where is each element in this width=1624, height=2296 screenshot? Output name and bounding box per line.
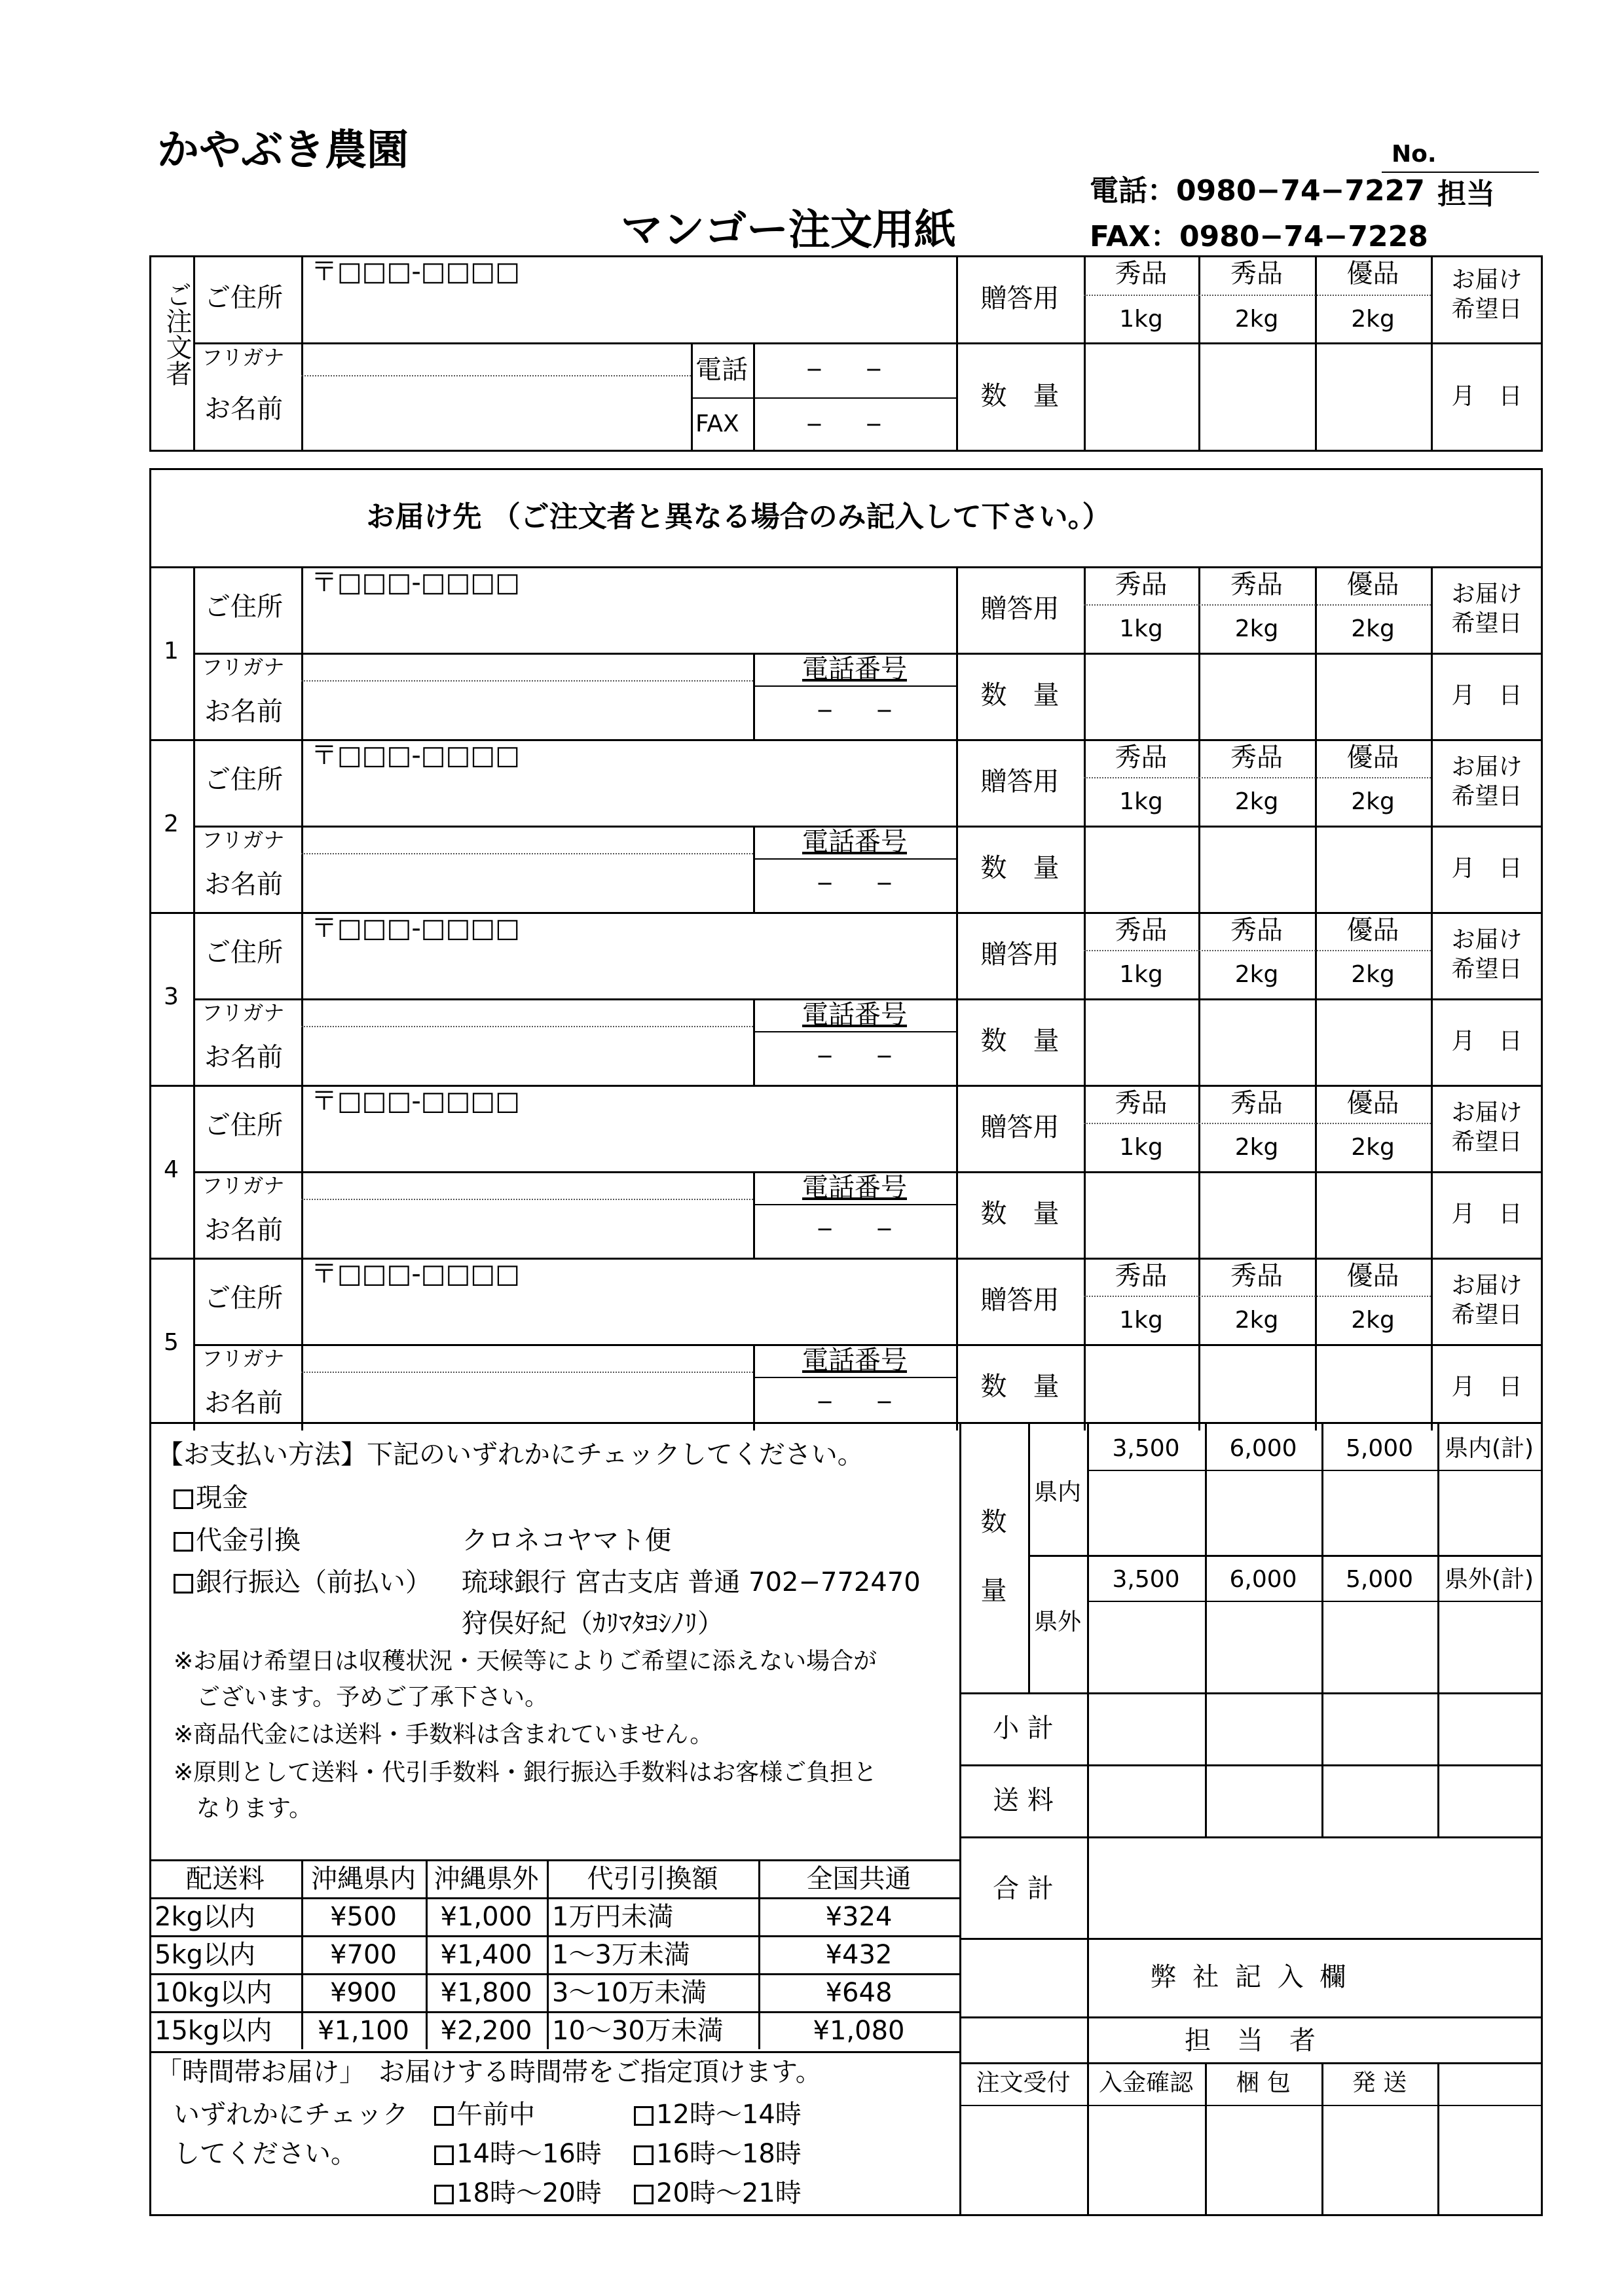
shipping-cell: 10kg以内	[155, 1978, 272, 2008]
orderer-postal[interactable]: 〒□□□-□□□□	[311, 257, 520, 287]
delivery-2-phone-field[interactable]: − −	[816, 871, 893, 896]
delivery-1-date-label-2: 希望日	[1451, 610, 1522, 637]
delivery-3-grade-1: 秀品	[1115, 915, 1168, 945]
payment-heading: 【お支払い方法】下記のいずれかにチェックしてください。	[157, 1440, 864, 1470]
inside-price-2: 6,000	[1229, 1435, 1297, 1462]
delivery-4-date-label: お届け	[1451, 1099, 1522, 1126]
delivery-4-weight-1: 1kg	[1119, 1134, 1163, 1161]
delivery-3-number: 3	[164, 983, 179, 1010]
time-slot-checkbox[interactable]	[434, 2185, 454, 2204]
delivery-1-quantity-label: 数 量	[980, 680, 1060, 710]
delivery-4-number: 4	[164, 1156, 179, 1183]
header-tel: 電話：0980−74−7227	[1090, 174, 1425, 208]
delivery-4-phone-field[interactable]: − −	[816, 1216, 893, 1241]
time-slot-checkbox[interactable]	[634, 2145, 654, 2165]
note-3b: なります。	[196, 1795, 313, 1822]
delivery-4-gift-label: 贈答用	[980, 1112, 1060, 1142]
payment-bank-holder: 狩俣好紀（ｶﾘﾏﾀﾖｼﾉﾘ）	[462, 1609, 724, 1639]
delivery-5-address-label: ご住所	[204, 1283, 283, 1313]
delivery-4-grade-3: 優品	[1346, 1088, 1399, 1118]
delivery-1-name-label: お名前	[204, 697, 283, 727]
orderer-grade-2: 秀品	[1230, 259, 1283, 289]
delivery-3-phone-field[interactable]: − −	[816, 1044, 893, 1068]
orderer-fax-field[interactable]: − −	[805, 412, 883, 437]
delivery-2-quantity-label: 数 量	[980, 853, 1060, 883]
delivery-3-address-label: ご住所	[204, 938, 283, 968]
delivery-1-phone-label: 電話番号	[802, 654, 907, 684]
orderer-grade-3: 優品	[1346, 259, 1399, 289]
delivery-1-gift-label: 贈答用	[980, 594, 1060, 624]
delivery-1-weight-3: 2kg	[1351, 615, 1395, 642]
orderer-weight-2: 2kg	[1234, 306, 1279, 333]
delivery-5-phone-field[interactable]: − −	[816, 1389, 893, 1414]
orderer-quantity-label: 数 量	[980, 381, 1060, 411]
farm-name: かやぶき農園	[157, 126, 409, 175]
delivery-1-grade-2: 秀品	[1230, 570, 1283, 600]
delivery-3-weight-3: 2kg	[1351, 961, 1395, 988]
delivery-title: お届け先 （ご注文者と異なる場合のみ記入して下さい。）	[366, 500, 1111, 534]
shipping-cell: 3〜10万未満	[552, 1978, 707, 2008]
orderer-weight-3: 2kg	[1351, 306, 1395, 333]
total-label: 合 計	[993, 1874, 1054, 1904]
shipping-header: 全国共通	[806, 1864, 912, 1894]
time-instruction-1: いずれかにチェック	[174, 2100, 409, 2130]
delivery-4-date-label-2: 希望日	[1451, 1129, 1522, 1156]
note-3: ※原則として送料・代引手数料・銀行振込手数料はお客様ご負担と	[174, 1759, 877, 1786]
delivery-4-postal[interactable]: 〒□□□-□□□□	[311, 1086, 520, 1116]
time-slot-checkbox[interactable]	[634, 2106, 654, 2126]
shipping-header: 代引引換額	[587, 1864, 718, 1894]
shipping-cell: 1〜3万未満	[552, 1940, 690, 1970]
delivery-5-weight-3: 2kg	[1351, 1307, 1395, 1334]
orderer-month-day[interactable]: 月 日	[1451, 383, 1522, 410]
delivery-5-date-label-2: 希望日	[1451, 1302, 1522, 1328]
shipping-cell: ¥500	[330, 1902, 397, 1932]
outside-price-2: 6,000	[1229, 1566, 1297, 1593]
delivery-1-weight-2: 2kg	[1234, 615, 1279, 642]
qty-vertical-1: 数	[980, 1507, 1007, 1537]
time-slot-option[interactable]: 12時〜14時	[634, 2102, 802, 2128]
delivery-3-weight-2: 2kg	[1234, 961, 1279, 988]
shipping-cell: ¥1,400	[440, 1940, 532, 1970]
inside-price-3: 5,000	[1345, 1435, 1414, 1462]
orderer-weight-1: 1kg	[1119, 306, 1163, 333]
time-slot-checkbox[interactable]	[434, 2145, 454, 2165]
delivery-1-month-day[interactable]: 月 日	[1451, 682, 1522, 709]
delivery-4-address-label: ご住所	[204, 1110, 283, 1140]
header-fax: FAX：0980−74−7228	[1090, 220, 1428, 253]
delivery-3-name-label: お名前	[204, 1042, 283, 1072]
orderer-address-label: ご住所	[204, 283, 283, 313]
delivery-1-phone-field[interactable]: − −	[816, 698, 893, 723]
payment-bank-info: 琉球銀行 宮古支店 普通 702−772470	[462, 1567, 921, 1597]
shipping-header: 沖縄県内	[311, 1864, 416, 1894]
delivery-2-grade-3: 優品	[1346, 742, 1399, 773]
delivery-5-gift-label: 贈答用	[980, 1285, 1060, 1315]
shipping-cell: ¥900	[330, 1978, 397, 2008]
delivery-2-number: 2	[164, 811, 179, 837]
delivery-2-furigana-label: フリガナ	[202, 828, 285, 852]
outside-total-label: 県外(計)	[1444, 1566, 1534, 1593]
delivery-1-furigana-label: フリガナ	[202, 655, 285, 680]
checkbox-cod[interactable]	[174, 1532, 193, 1552]
time-slot-option[interactable]: 午前中	[434, 2102, 535, 2128]
time-slot-option[interactable]: 18時〜20時	[434, 2180, 602, 2206]
checkbox-bank[interactable]	[174, 1574, 193, 1594]
delivery-3-date-label: お届け	[1451, 926, 1522, 953]
delivery-5-weight-2: 2kg	[1234, 1307, 1279, 1334]
delivery-3-quantity-label: 数 量	[980, 1026, 1060, 1056]
orderer-phone-label: 電話	[695, 355, 748, 385]
inside-label: 県内	[1033, 1479, 1081, 1506]
delivery-1-postal[interactable]: 〒□□□-□□□□	[311, 568, 520, 598]
orderer-gift-label: 贈答用	[980, 283, 1060, 314]
delivery-4-month-day[interactable]: 月 日	[1451, 1201, 1522, 1228]
delivery-2-phone-label: 電話番号	[802, 827, 907, 857]
delivery-3-month-day[interactable]: 月 日	[1451, 1028, 1522, 1055]
time-slot-checkbox[interactable]	[634, 2185, 654, 2204]
delivery-1-address-label: ご住所	[204, 592, 283, 622]
time-instruction-2: してください。	[174, 2139, 357, 2169]
shipping-cell: ¥432	[825, 1940, 893, 1970]
delivery-3-grade-3: 優品	[1346, 915, 1399, 945]
office-col-shipping: 発 送	[1352, 2069, 1407, 2096]
orderer-fax-label: FAX	[695, 410, 739, 437]
delivery-2-weight-3: 2kg	[1351, 788, 1395, 815]
shipping-header: 配送料	[186, 1864, 265, 1894]
shipping-header: 沖縄県外	[434, 1864, 539, 1894]
office-col-order: 注文受付	[976, 2069, 1071, 2096]
delivery-5-furigana-label: フリガナ	[202, 1346, 285, 1371]
delivery-1-number: 1	[164, 638, 179, 665]
delivery-3-furigana-label: フリガナ	[202, 1000, 285, 1025]
delivery-5-name-label: お名前	[204, 1388, 283, 1418]
delivery-5-postal[interactable]: 〒□□□-□□□□	[311, 1259, 520, 1289]
delivery-4-grade-2: 秀品	[1230, 1088, 1283, 1118]
delivery-2-weight-1: 1kg	[1119, 788, 1163, 815]
shipping-cell: ¥1,100	[318, 2016, 409, 2046]
time-slot-option[interactable]: 20時〜21時	[634, 2180, 802, 2206]
header-staff: 担当	[1437, 177, 1495, 211]
delivery-1-grade-3: 優品	[1346, 570, 1399, 600]
note-1b: ございます。予めご了承下さい。	[196, 1684, 549, 1711]
delivery-3-grade-2: 秀品	[1230, 915, 1283, 945]
delivery-2-postal[interactable]: 〒□□□-□□□□	[311, 740, 520, 771]
delivery-2-grade-1: 秀品	[1115, 742, 1168, 773]
payment-bank-option[interactable]: 銀行振込（前払い）	[174, 1569, 432, 1595]
office-col-payment: 入金確認	[1098, 2069, 1193, 2096]
delivery-1-date-label: お届け	[1451, 581, 1522, 608]
shipping-cell: ¥1,800	[440, 1978, 532, 2008]
delivery-2-grade-2: 秀品	[1230, 742, 1283, 773]
orderer-delivery-date-label: お届け	[1451, 266, 1522, 293]
shipping-cell: ¥1,080	[813, 2016, 905, 2046]
delivery-5-number: 5	[164, 1329, 179, 1356]
delivery-5-grade-2: 秀品	[1230, 1261, 1283, 1291]
shipping-cell: 2kg以内	[155, 1902, 256, 1932]
shipping-cell: 15kg以内	[155, 2016, 272, 2046]
delivery-5-quantity-label: 数 量	[980, 1372, 1060, 1402]
outside-price-1: 3,500	[1112, 1566, 1180, 1593]
delivery-3-postal[interactable]: 〒□□□-□□□□	[311, 913, 520, 943]
delivery-5-date-label: お届け	[1451, 1272, 1522, 1299]
qty-vertical-2: 量	[980, 1576, 1007, 1606]
shipping-cell: ¥324	[825, 1902, 893, 1932]
delivery-5-month-day[interactable]: 月 日	[1451, 1374, 1522, 1400]
inside-total-label: 県内(計)	[1444, 1435, 1534, 1462]
delivery-5-weight-1: 1kg	[1119, 1307, 1163, 1334]
time-slot-option[interactable]: 14時〜16時	[434, 2141, 602, 2167]
delivery-5-grade-1: 秀品	[1115, 1261, 1168, 1291]
payment-cod-option[interactable]: 代金引換	[174, 1527, 301, 1554]
orderer-furigana-label: フリガナ	[202, 345, 285, 370]
orderer-name-label: お名前	[204, 394, 283, 424]
delivery-2-weight-2: 2kg	[1234, 788, 1279, 815]
delivery-4-grade-1: 秀品	[1115, 1088, 1168, 1118]
outside-price-3: 5,000	[1345, 1566, 1414, 1593]
subtotal-label: 小 計	[993, 1713, 1054, 1743]
no-label: No.	[1392, 141, 1437, 168]
shipping-cell: ¥2,200	[440, 2016, 532, 2046]
note-2: ※商品代金には送料・手数料は含まれていません。	[174, 1721, 714, 1748]
shipping-cell: 10〜30万未満	[552, 2016, 724, 2046]
checkbox-cash[interactable]	[174, 1489, 193, 1509]
delivery-3-date-label-2: 希望日	[1451, 956, 1522, 983]
no-underline	[1382, 172, 1539, 173]
office-col-packing: 梱 包	[1236, 2069, 1291, 2096]
time-title: 「時間帯お届け」 お届けする時間帯をご指定頂けます。	[156, 2057, 822, 2087]
shipping-cell: ¥700	[330, 1940, 397, 1970]
delivery-2-date-label-2: 希望日	[1451, 783, 1522, 810]
shipping-cell: ¥648	[825, 1978, 893, 2008]
delivery-4-quantity-label: 数 量	[980, 1199, 1060, 1229]
payment-cod-carrier: クロネコヤマト便	[462, 1525, 671, 1556]
delivery-2-month-day[interactable]: 月 日	[1451, 855, 1522, 882]
payment-cash-option[interactable]: 現金	[174, 1485, 248, 1511]
office-staff: 担 当 者	[1185, 2026, 1316, 2056]
shipping-cell: ¥1,000	[440, 1902, 532, 1932]
shipping-cell: 1万円未満	[552, 1902, 674, 1932]
delivery-2-date-label: お届け	[1451, 754, 1522, 780]
time-slot-checkbox[interactable]	[434, 2106, 454, 2126]
orderer-delivery-date-label-2: 希望日	[1451, 296, 1522, 323]
delivery-3-gift-label: 贈答用	[980, 939, 1060, 970]
shipping-cell: 5kg以内	[155, 1940, 256, 1970]
time-slot-option[interactable]: 16時〜18時	[634, 2141, 802, 2167]
delivery-5-phone-label: 電話番号	[802, 1345, 907, 1376]
delivery-1-grade-1: 秀品	[1115, 570, 1168, 600]
delivery-4-name-label: お名前	[204, 1215, 283, 1245]
orderer-vertical-label: ご注文者	[162, 282, 192, 386]
outside-label: 県外	[1033, 1609, 1081, 1635]
orderer-phone-field[interactable]: − −	[805, 357, 883, 382]
delivery-3-phone-label: 電話番号	[802, 1000, 907, 1030]
orderer-grade-1: 秀品	[1115, 259, 1168, 289]
delivery-4-weight-2: 2kg	[1234, 1134, 1279, 1161]
delivery-4-phone-label: 電話番号	[802, 1173, 907, 1203]
delivery-4-furigana-label: フリガナ	[202, 1173, 285, 1198]
note-1: ※お届け希望日は収穫状況・天候等によりご希望に添えない場合が	[174, 1648, 877, 1675]
delivery-2-name-label: お名前	[204, 869, 283, 900]
shipping-label: 送 料	[993, 1785, 1054, 1815]
delivery-1-weight-1: 1kg	[1119, 615, 1163, 642]
inside-price-1: 3,500	[1112, 1435, 1180, 1462]
delivery-3-weight-1: 1kg	[1119, 961, 1163, 988]
delivery-5-grade-3: 優品	[1346, 1261, 1399, 1291]
delivery-4-weight-3: 2kg	[1351, 1134, 1395, 1161]
form-title: マンゴー注文用紙	[621, 206, 956, 255]
office-title: 弊 社 記 入 欄	[1150, 1962, 1350, 1992]
delivery-2-gift-label: 贈答用	[980, 767, 1060, 797]
delivery-2-address-label: ご住所	[204, 765, 283, 795]
